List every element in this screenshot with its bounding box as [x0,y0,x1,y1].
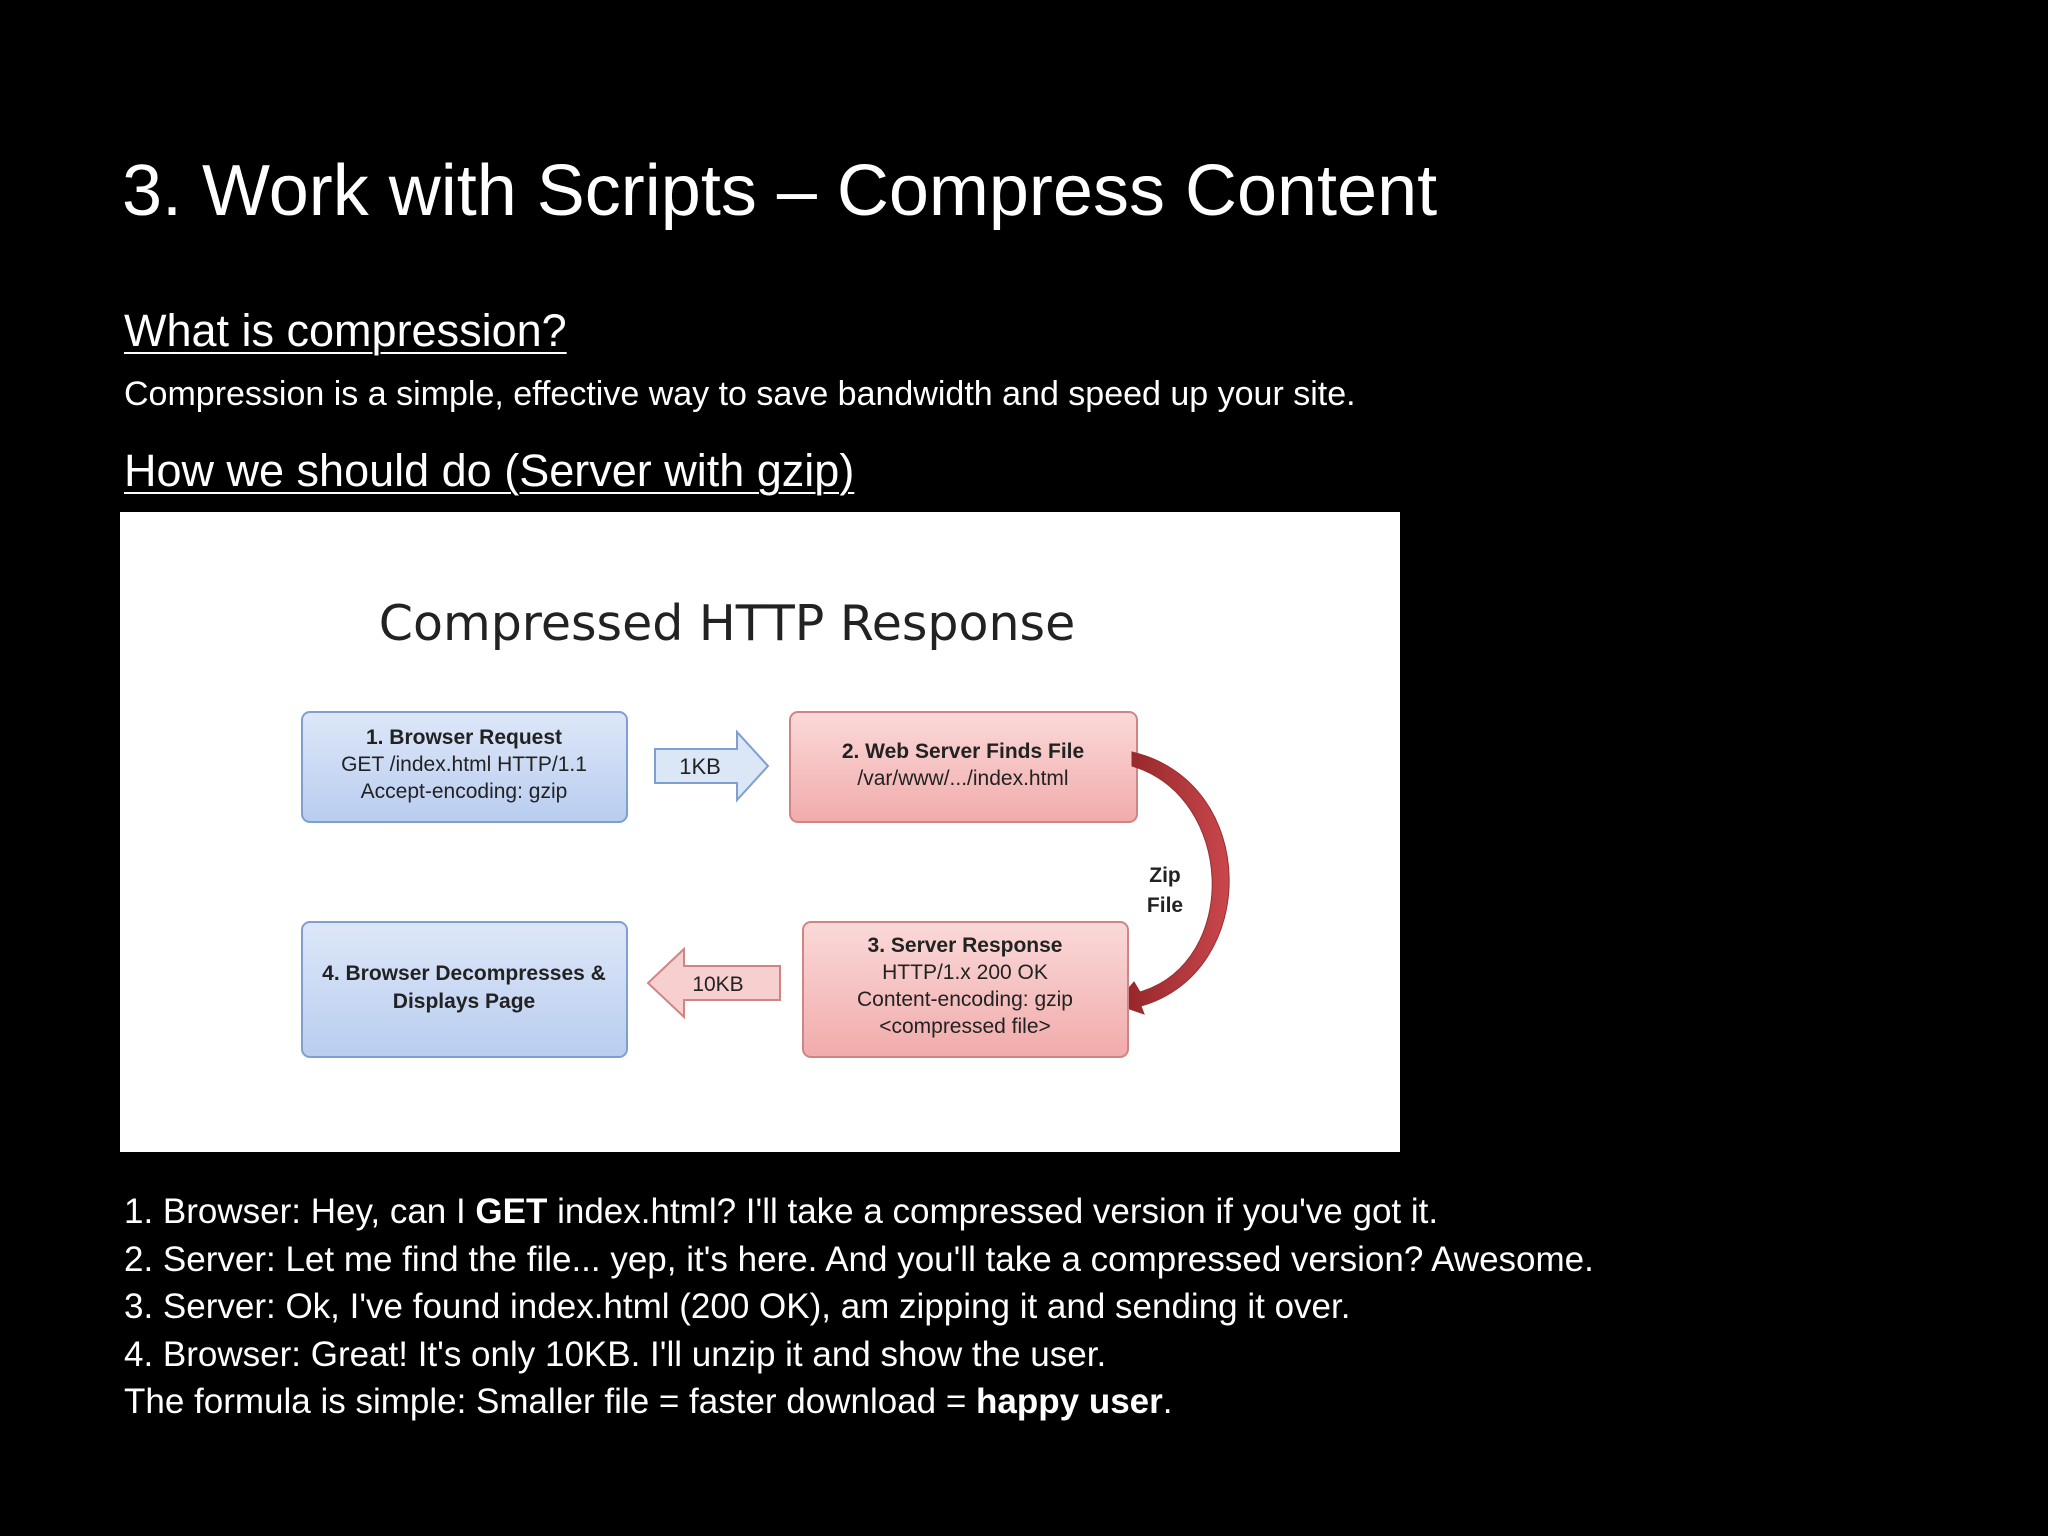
zip-label-line1: Zip [1149,864,1181,887]
how-we-should-do-heading: How we should do (Server with gzip) [124,445,855,496]
server-response-line1: HTTP/1.x 200 OK [882,961,1048,984]
compression-description: Compression is a simple, effective way to save bandwidth and speed up your site. [124,375,1356,413]
server-response-line3: <compressed file> [879,1015,1051,1038]
diagram-title: Compressed HTTP Response [378,595,1076,652]
slide-title: 3. Work with Scripts – Compress Content [122,151,1438,231]
get-emphasis: GET [475,1192,548,1231]
request-size-arrow [655,732,768,800]
note-line-1: 1. Browser: Hey, can I GET index.html? I'll take a compressed version if you've got it. [124,1192,1439,1231]
browser-request-line2: Accept-encoding: gzip [360,780,568,803]
browser-request-title: 1. Browser Request [365,726,563,749]
note-line-5: The formula is simple: Smaller file = faster download = happy user. [124,1382,1173,1421]
note-line-3: 3. Server: Ok, I've found index.html (200 OK), am zipping it and sending it over. [124,1287,1351,1326]
web-server-title: 2. Web Server Finds File [841,740,1085,763]
browser-request-box [302,712,627,822]
server-response-line2: Content-encoding: gzip [857,988,1073,1011]
server-response-box [803,922,1128,1057]
compressed-http-response-diagram [120,512,1400,1152]
note-line-2: 2. Server: Let me find the file... yep, it's here. And you'll take a compressed version? Awesome. [124,1239,1594,1279]
web-server-finds-file-box [790,712,1137,822]
browser-decompresses-box [302,922,627,1057]
web-server-path: /var/www/.../index.html [857,767,1069,790]
browser-decompresses-title-line1: 4. Browser Decompresses & [322,962,606,985]
happy-user-emphasis: happy user [976,1382,1163,1421]
request-size-label: 1KB [679,754,721,779]
what-is-compression-heading: What is compression? [124,305,567,356]
dialogue-notes [124,1188,1594,1426]
server-response-title: 3. Server Response [867,934,1063,957]
note-line-4: 4. Browser: Great! It's only 10KB. I'll unzip it and show the user. [124,1334,1107,1374]
response-size-label: 10KB [692,973,744,996]
zip-label-line2: File [1146,894,1184,917]
browser-decompresses-title-line2: Displays Page [392,990,536,1013]
browser-request-line1: GET /index.html HTTP/1.1 [341,753,587,776]
response-size-arrow [648,949,780,1017]
